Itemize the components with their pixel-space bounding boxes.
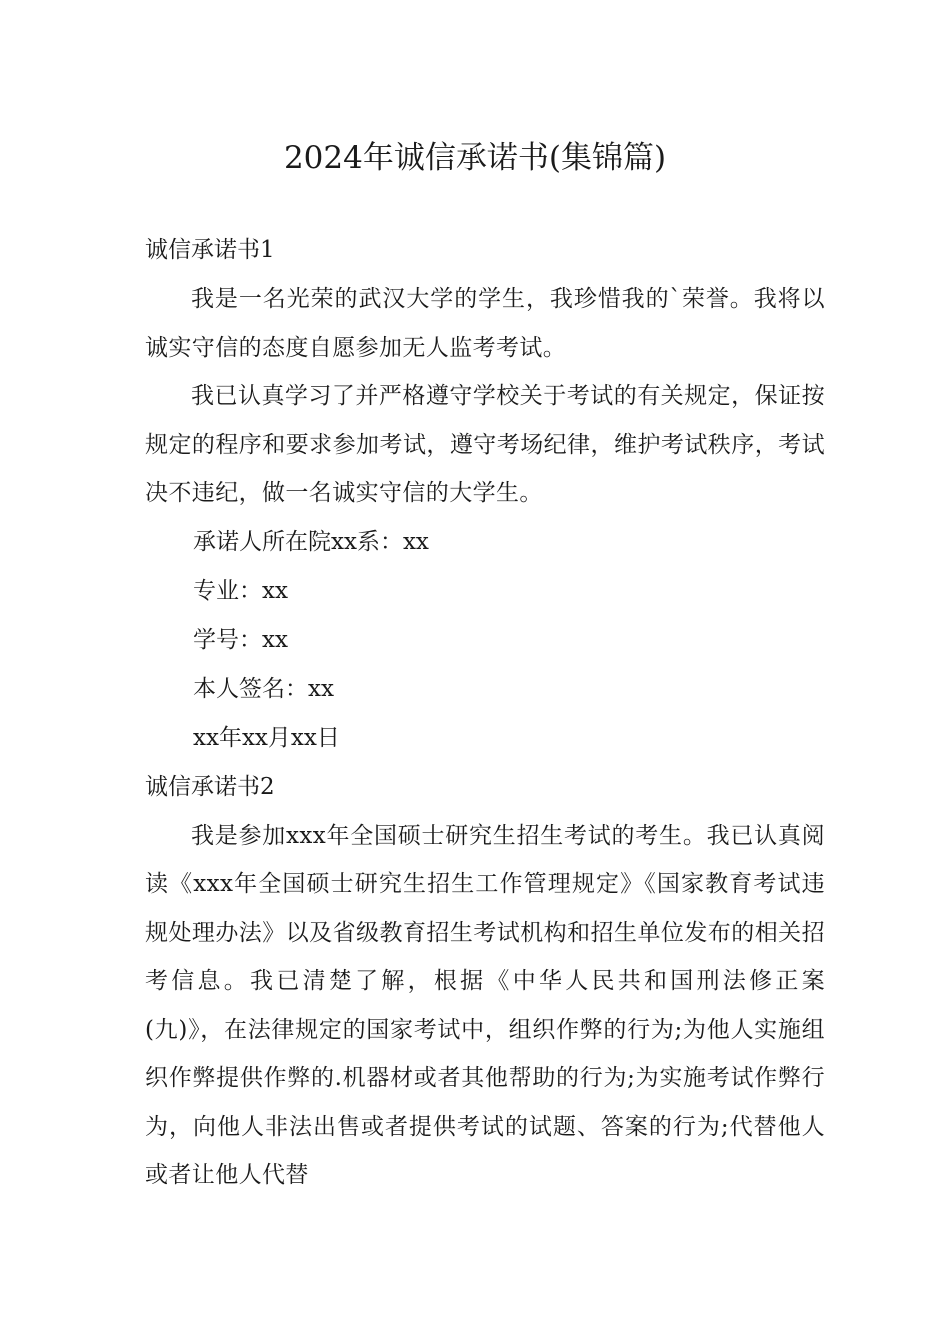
- paragraph: 我已认真学习了并严格遵守学校关于考试的有关规定，保证按规定的程序和要求参加考试，遵守考场纪律，维护考试秩序，考试决不违纪，做一名诚实守信的大学生。: [145, 383, 825, 506]
- signature-field-student-id: 学号：xx: [193, 626, 288, 653]
- section-heading: 诚信承诺书1: [145, 237, 275, 263]
- paragraph: 我是一名光荣的武汉大学的学生，我珍惜我的`荣誉。我将以诚实守信的态度自愿参加无人监考考试。: [145, 286, 825, 361]
- signature-field-date: xx年xx月xx日: [193, 724, 340, 751]
- document-body: [145, 226, 825, 1200]
- signature-field-department: 承诺人所在院xx系：xx: [193, 528, 429, 555]
- signature-field-major: 专业：xx: [193, 577, 288, 604]
- paragraph: 我是参加xxx年全国硕士研究生招生考试的考生。我已认真阅读《xxx年全国硕士研究生招生工作管理规定》《国家教育考试违规处理办法》以及省级教育招生考试机构和招生单位发布的相关招考信息。我已清楚了解，根据《中华人民共和国刑法修正案(九)》，在法律规定的国家考试中，组织作弊的行为;为他人实施组织作弊提供作弊的.机器材或者其他帮助的行为;为实施考试作弊行为，向他人非法出售或者提供考试的试题、答案的行为;代替他人或者让他人代替: [145, 822, 825, 1188]
- document-title: 2024年诚信承诺书(集锦篇): [283, 140, 667, 176]
- signature-field-signature: 本人签名：xx: [193, 675, 334, 702]
- section-heading: 诚信承诺书2: [145, 773, 275, 800]
